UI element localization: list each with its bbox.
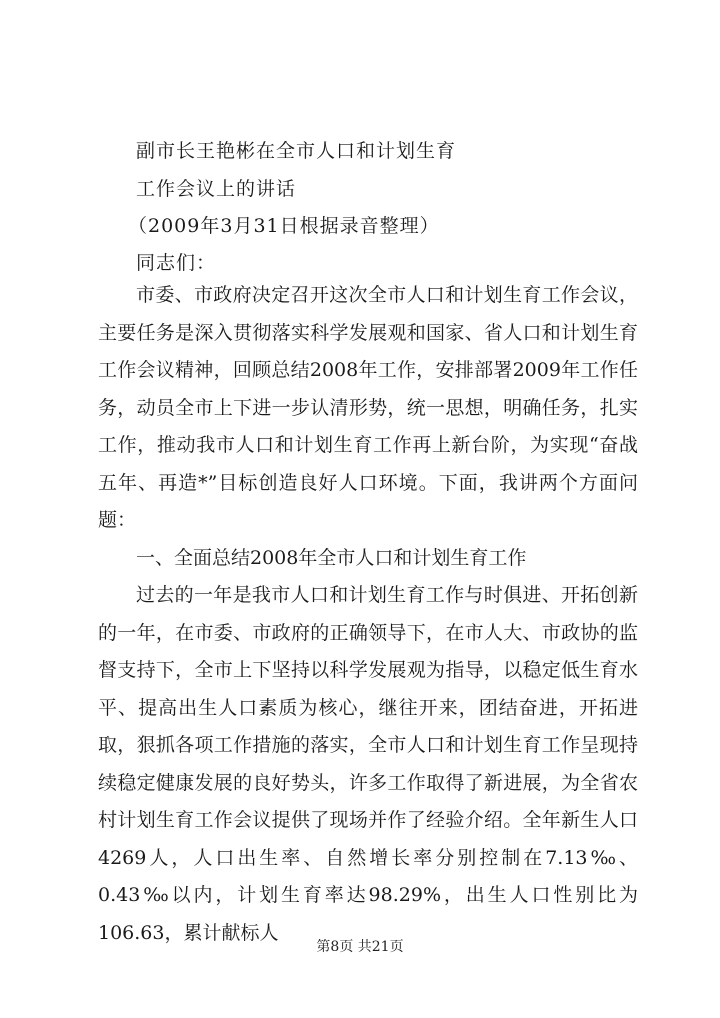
date-note: （2009年3月31日根据录音整理） xyxy=(128,215,440,237)
section-heading: 一、全面总结2008年全市人口和计划生育工作 xyxy=(136,546,527,569)
page-footer: 第8页 共21页 xyxy=(316,939,404,955)
title-line-2: 工作会议上的讲话 xyxy=(136,178,297,200)
salutation: 同志们： xyxy=(136,252,217,274)
intro-paragraph: 市委、市政府决定召开这次全市人口和计划生育工作会议，主要任务是深入贯彻落实科学发展观和国家、省人口和计划生育工作会议精神，回顾总结2008年工作，安排部署2009年工作任务，动员全市上下进一步认清形势，统一思想，明确任务，扎实工作，推动我市人口和计划生育工作再上新台阶，为实现“奋战五年、再造*”目标创造良好人口环境。下面，我讲两个方面问题： xyxy=(98,284,638,531)
title-line-1: 副市长王艳彬在全市人口和计划生育 xyxy=(136,140,457,162)
section-paragraph: 过去的一年是我市人口和计划生育工作与时俱进、开拓创新的一年，在市委、市政府的正确领导下，在市人大、市政协的监督支持下，全市上下坚持以科学发展观为指导，以稳定低生育水平、提高出生人口素质为核心，继往开来，团结奋进，开拓进取，狠抓各项工作措施的落实，全市人口和计划生育工作呈现持续稳定健康发展的良好势头，许多工作取得了新进展，为全省农村计划生育工作会议提供了现场并作了经验介绍。全年新生人口4269人，人口出生率、自然增长率分别控制在7.13‰、0.43‰以内，计划生育率达98.29%，出生人口性别比为106.63，累计献标人 xyxy=(98,584,638,944)
body-text xyxy=(98,277,638,952)
